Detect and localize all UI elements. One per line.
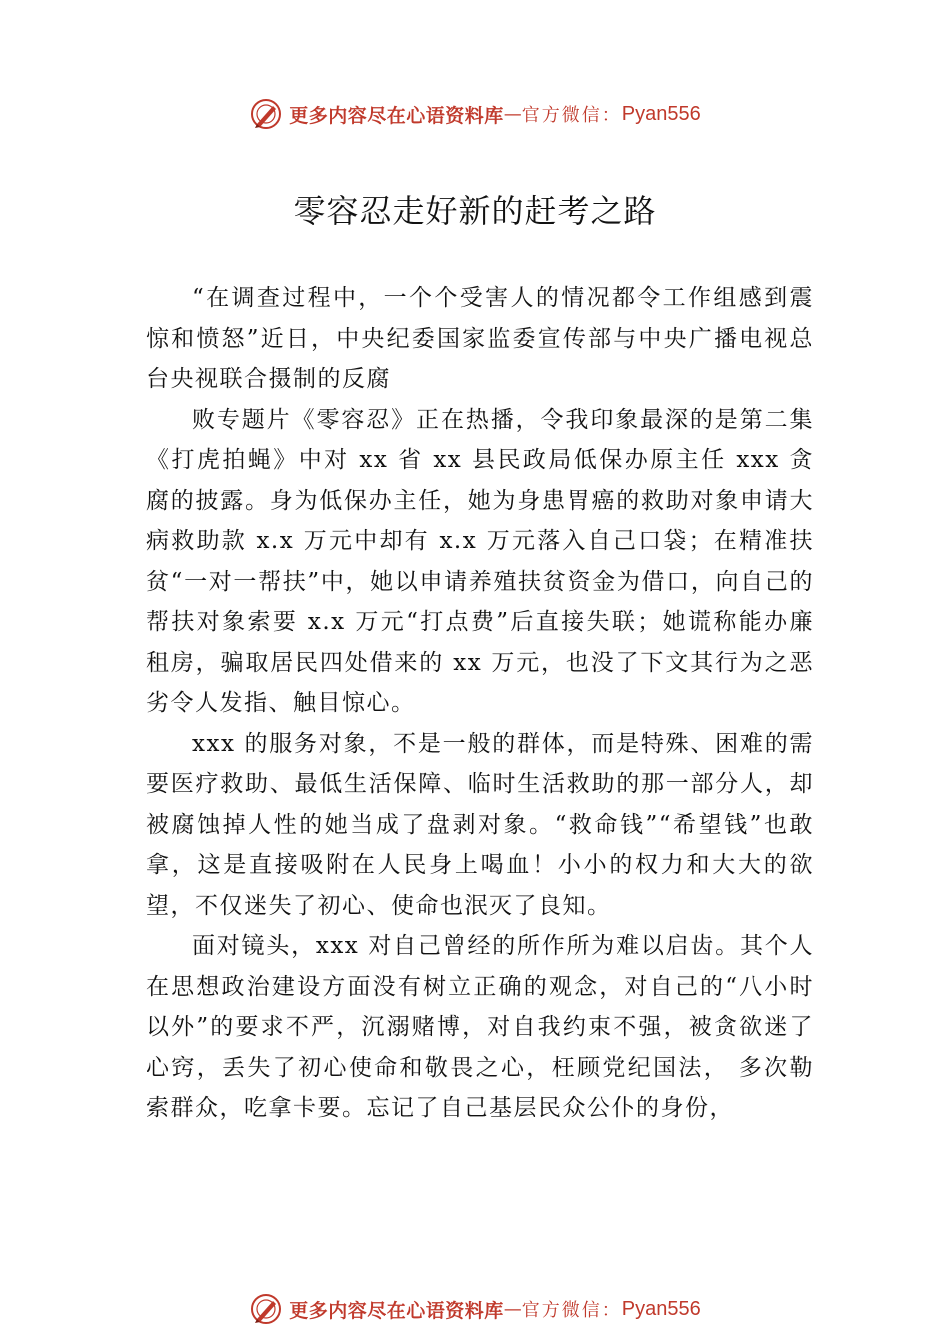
banner-wechat-id: Pyan556 [621,102,701,125]
pen-logo-icon [249,1292,283,1326]
footer-banner [0,1289,950,1329]
banner-main-text: 更多内容尽在心语资料库 [289,104,504,127]
banner-wechat-label: 官方微信： [521,105,622,126]
banner-wechat-id: Pyan556 [621,1297,701,1320]
banner-dash: — [503,103,522,125]
banner-dash: — [503,1298,522,1320]
document-body [146,278,814,1129]
paragraph: “在调查过程中，一个个受害人的情况都令工作组感到震惊和愤怒”近日，中央纪委国家监委宣传部与中央广播电视总台央视联合摄制的反腐 [146,285,814,392]
document-title: 零容忍走好新的赶考之路 [293,192,657,230]
paragraph: 败专题片《零容忍》正在热播，令我印象最深的是第二集《打虎拍蝇》中对 xx 省 xx 县民政局低保办原主任 xxx 贪腐的披露。身为低保办主任，她为身患胃癌的救助对象申请大病救助款 x.x 万元中却有 x.x 万元落入自己口袋；在精准扶贫“一对一帮扶”中，她以申请养殖扶贫资金为借口，向自己的帮扶对象索要 x.x 万元“打点费”后直接失联；她谎称能办廉租房，骗取居民四处借来的 xx 万元，也没了下文其行为之恶劣令人发指、触目惊心。 [146,406,814,716]
header-banner [0,94,950,134]
pen-logo-icon [249,97,283,131]
paragraph: 面对镜头，xxx 对自己曾经的所作所为难以启齿。其个人在思想政治建设方面没有树立正确的观念，对自己的“八小时以外”的要求不严，沉溺赌博，对自我约束不强，被贪欲迷了心窍，丢失了初心使命和敬畏之心，枉顾党纪国法， 多次勒索群众，吃拿卡要。忘记了自己基层民众公仆的身份， [146,933,814,1121]
paragraph: xxx 的服务对象，不是一般的群体，而是特殊、困难的需要医疗救助、最低生活保障、临时生活救助的那一部分人，却被腐蚀掉人性的她当成了盘剥对象。“救命钱”“希望钱”也敢拿，这是直接吸附在人民身上喝血！小小的权力和大大的欲望，不仅迷失了初心、使命也泯灭了良知。 [146,730,814,919]
banner-wechat-label: 官方微信： [521,1300,622,1321]
banner-main-text: 更多内容尽在心语资料库 [289,1299,504,1322]
